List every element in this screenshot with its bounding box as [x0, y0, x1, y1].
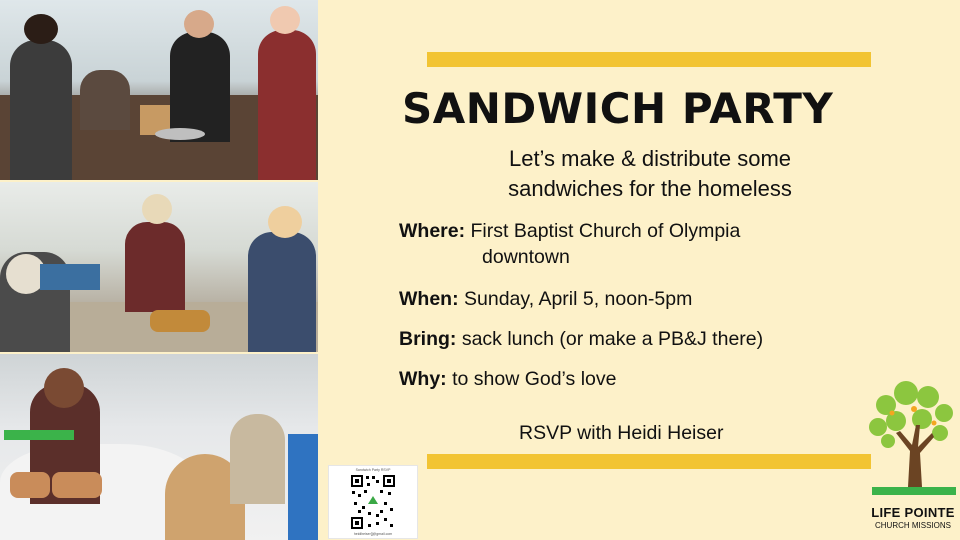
qr-email: heidiheiser[]@gmail.com — [353, 532, 393, 536]
qr-title: Sandwich Party RSVP — [355, 468, 391, 472]
tree-icon — [866, 375, 960, 503]
accent-bar-top — [427, 52, 871, 67]
why-label: Why: — [399, 368, 447, 390]
life-pointe-logo — [866, 375, 960, 540]
photo-young-volunteers — [0, 354, 318, 540]
subtitle-line: sandwiches for the homeless — [508, 176, 792, 201]
why-value: to show God’s love — [452, 368, 617, 390]
photo-collage — [0, 0, 318, 540]
rsvp-qr-code[interactable] — [328, 465, 418, 539]
where-value: First Baptist Church of Olympia — [470, 220, 741, 242]
subtitle-line: Let’s make & distribute some — [508, 146, 792, 171]
accent-bar-bottom — [427, 454, 871, 469]
photo-volunteers-women — [0, 182, 318, 352]
qr-code-icon — [350, 474, 396, 530]
bring-value: sack lunch (or make a PB&J there) — [461, 328, 764, 350]
bring-label: Bring: — [399, 328, 457, 350]
where-value-continued: downtown — [482, 246, 570, 268]
where-label: Where: — [399, 220, 466, 242]
why-row — [399, 366, 616, 392]
logo-name: LIFE POINTE — [871, 505, 955, 520]
event-subtitle — [440, 144, 860, 204]
bring-row — [399, 326, 763, 352]
event-title: SANDWICH PARTY — [402, 84, 834, 133]
when-value: Sunday, April 5, noon-5pm — [464, 288, 693, 310]
where-row — [399, 218, 740, 244]
when-row — [399, 286, 692, 312]
logo-subtitle: CHURCH MISSIONS — [874, 521, 951, 530]
rsvp-text: RSVP with Heidi Heiser — [519, 422, 724, 444]
when-label: When: — [399, 288, 459, 310]
photo-volunteers-men — [0, 0, 318, 180]
